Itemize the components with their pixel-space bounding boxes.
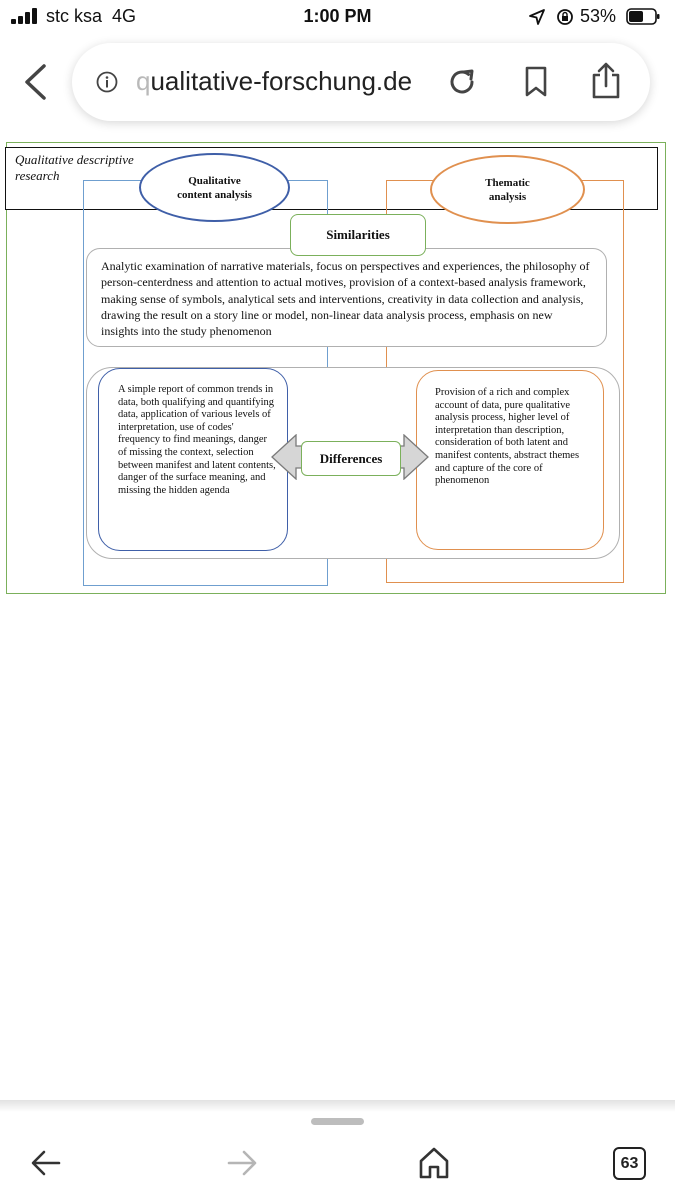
differences-heading: Differences (319, 450, 383, 466)
bottom-bar-shadow (0, 1100, 675, 1112)
battery-percent: 53% (580, 6, 617, 26)
status-bar (0, 0, 675, 34)
carrier-name: stc ksa (46, 6, 103, 26)
content-analysis-differences-text: A simple report of common trends in data, both qualifying and quantifying data, application of various levels of interpretation, use of codes' frequency to find meanings, danger of missing the context, selection between manifest and latent contents, danger of the surface meaning, and missing the hidden agenda (118, 384, 276, 496)
network-type: 4G (112, 6, 137, 26)
similarities-heading: Similarities (326, 227, 390, 242)
content-analysis-differences-box (98, 368, 288, 551)
tab-count: 63 (620, 1154, 639, 1172)
comparison-diagram (0, 138, 675, 600)
drag-handle[interactable] (311, 1118, 364, 1125)
nav-forward-icon[interactable] (226, 1149, 258, 1177)
similarities-text-box (86, 248, 607, 347)
info-icon[interactable] (96, 71, 118, 93)
battery-icon (626, 8, 660, 25)
browser-back-icon[interactable] (22, 63, 48, 101)
differences-heading-box (301, 441, 401, 476)
similarities-text: Analytic examination of narrative materials, focus on perspectives and experiences, the philosophy of person-centerdness and attention to actual motives, provision of a context-based analysis framework, making sense of symbols, analytical sets and interventions, creativity in data collection and analysis, drawing the result on a story line or model, non-linear data analysis process, emphasis on new insights into the study phenomenon (101, 259, 590, 339)
thematic-analysis-differences-box (416, 370, 604, 550)
url-faded-prefix: q (136, 66, 151, 96)
home-icon[interactable] (418, 1146, 450, 1180)
clock: 1:00 PM (303, 6, 372, 26)
share-icon[interactable] (589, 62, 623, 100)
similarities-heading-box (290, 214, 426, 256)
location-arrow-icon (528, 8, 546, 26)
bookmark-icon[interactable] (523, 66, 549, 98)
thematic-analysis-ellipse (430, 155, 585, 224)
rotation-lock-icon (556, 8, 574, 26)
content-analysis-label: Qualitative content analysis (177, 174, 252, 201)
tab-switcher-button[interactable] (613, 1147, 646, 1180)
outer-label: Qualitative descriptive research (15, 152, 134, 183)
address-bar[interactable] (72, 43, 650, 121)
content-analysis-ellipse (139, 153, 290, 222)
url-domain: ualitative-forschung.de (150, 66, 413, 96)
reload-icon[interactable] (446, 66, 478, 98)
nav-back-icon[interactable] (30, 1149, 62, 1177)
thematic-analysis-differences-text: Provision of a rich and complex account of data, pure qualitative analysis process, higher level of interpretation than description, consideration of both latent and manifest contents, abstract themes and capture of the core of phenomenon (435, 387, 580, 487)
thematic-analysis-label: Thematic analysis (485, 176, 530, 203)
url-text[interactable] (136, 66, 412, 97)
